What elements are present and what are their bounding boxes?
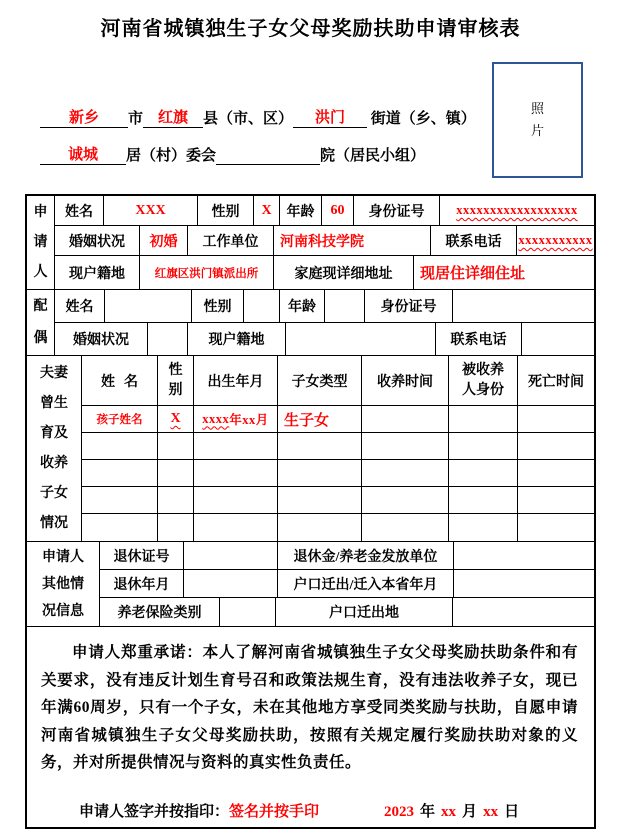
committee-blank: 诚城	[40, 145, 126, 165]
hukou-move-value	[454, 570, 594, 597]
applicant-row-2	[55, 226, 594, 256]
applicant-employer-label: 工作单位	[188, 226, 274, 255]
child-death-time	[518, 406, 594, 432]
retire-cert-label: 退休证号	[100, 542, 184, 569]
applicant-section	[27, 196, 594, 290]
applicant-hukou-label: 现户籍地	[55, 256, 140, 289]
child-name: 孩子姓名	[82, 406, 158, 432]
spouse-age-value	[325, 290, 365, 322]
spouse-marital-value	[148, 323, 188, 355]
spouse-phone-value	[522, 323, 594, 355]
yard-label: 院（居民小组）	[320, 148, 426, 164]
retire-date-value	[184, 570, 278, 597]
children-row	[82, 514, 594, 541]
applicant-id-label: 身份证号	[354, 196, 440, 225]
child-death-time	[518, 514, 594, 541]
child-adopt-time	[362, 487, 449, 513]
applicant-phone-label: 联系电话	[431, 226, 517, 255]
child-gender	[158, 433, 194, 459]
applicant-row-3	[55, 256, 594, 289]
photo-box	[492, 62, 583, 178]
child-birth: xxxx 年xx月	[194, 406, 278, 432]
child-gender: X	[158, 406, 194, 432]
child-death-time	[518, 433, 594, 459]
date-day-unit: 日	[504, 803, 520, 820]
child-birth	[194, 433, 278, 459]
applicant-name-value: XXX	[104, 196, 198, 225]
child-adopt-time	[362, 514, 449, 541]
retire-date-label: 退休年月	[100, 570, 184, 597]
street-blank: 洪门	[293, 108, 367, 128]
child-birth	[194, 514, 278, 541]
applicant-age-value: 60	[322, 196, 354, 225]
child-type: 生子女	[278, 406, 362, 432]
spouse-name-label: 姓名	[55, 290, 105, 322]
applicant-id-value: xxxxxxxxxxxxxxxxxx	[456, 203, 578, 217]
hukou-move-label: 户口迁出/迁入本省年月	[278, 570, 454, 597]
child-adoptee-identity	[449, 406, 518, 432]
spouse-age-label: 年龄	[280, 290, 325, 322]
other-info-section	[27, 542, 594, 627]
other-row-1	[100, 542, 594, 570]
spouse-row-2	[55, 323, 594, 355]
children-row	[82, 406, 594, 433]
applicant-hukou-value: 红旗区洪门镇派出所	[140, 256, 274, 289]
applicant-row-1	[55, 196, 594, 226]
committee-label: 居（村）委会	[126, 148, 217, 164]
child-adoptee-identity	[449, 433, 518, 459]
applicant-phone-value: xxxxxxxxxxx	[518, 233, 593, 247]
insurance-label: 养老保险类别	[100, 598, 220, 626]
children-section	[27, 356, 594, 542]
children-header-name: 姓名	[82, 356, 158, 405]
county-label: 县（市、区）	[203, 111, 294, 127]
child-adoptee-identity	[449, 460, 518, 486]
applicant-age-label: 年龄	[280, 196, 322, 225]
city-blank: 新乡	[40, 108, 128, 128]
city-label: 市	[128, 111, 144, 127]
date-day: xx	[483, 803, 499, 820]
other-row-2	[100, 570, 594, 598]
spouse-id-label: 身份证号	[365, 290, 453, 322]
spouse-section	[27, 290, 594, 356]
children-header-type: 子女类型	[278, 356, 362, 405]
spouse-hukou-value	[286, 323, 436, 355]
applicant-gender-value: X	[254, 196, 280, 225]
children-row	[82, 487, 594, 514]
retire-cert-value	[184, 542, 278, 569]
spouse-hukou-label: 现户籍地	[188, 323, 286, 355]
form-title: 河南省城镇独生子女父母奖励扶助申请审核表	[100, 18, 521, 40]
child-gender	[158, 460, 194, 486]
children-header-birth: 出生年月	[194, 356, 278, 405]
date-month: xx	[441, 803, 457, 820]
child-adopt-time	[362, 406, 449, 432]
other-info-section-label: 申请人其他情况信息	[27, 542, 100, 626]
date-month-unit: 月	[462, 803, 478, 820]
child-type	[278, 460, 362, 486]
spouse-marital-label: 婚姻状况	[55, 323, 148, 355]
declaration-section	[27, 627, 594, 827]
child-type	[278, 487, 362, 513]
children-row	[82, 433, 594, 460]
child-type	[278, 433, 362, 459]
children-header-adoptee: 被收养人身份	[449, 356, 518, 405]
applicant-marital-label: 婚姻状况	[55, 226, 140, 255]
date-year-unit: 年	[420, 803, 436, 820]
signature-label: 申请人签字并按指印：	[79, 803, 230, 820]
child-type	[278, 514, 362, 541]
hukou-origin-label: 户口迁出地	[276, 598, 453, 626]
spouse-name-value	[105, 290, 192, 322]
children-row	[82, 460, 594, 487]
children-header-gender: 性别	[158, 356, 194, 405]
signature-line	[41, 800, 578, 821]
child-name	[82, 433, 158, 459]
declaration-text: 申请人郑重承诺：本人了解河南省城镇独生子女父母奖励扶助条件和有关要求，没有违反计划生育号召和政策法规生育，没有违法收养子女，现已年满60周岁，只有一个子女，未在其他地方享受同类奖励与扶助，自愿申请河南省城镇独生子女父母奖励扶助，按照有关规定履行奖励扶助对象的义务，并对所提供情况与资料的真实性负责任。	[41, 644, 578, 771]
applicant-employer-value: 河南科技学院	[274, 226, 431, 255]
applicant-name-label: 姓名	[55, 196, 104, 225]
child-birth	[194, 460, 278, 486]
child-gender	[158, 487, 194, 513]
spouse-gender-value	[244, 290, 280, 322]
hukou-origin-value	[453, 598, 594, 626]
spouse-row-1	[55, 290, 594, 323]
signature-value: 签名并按手印	[229, 803, 320, 820]
children-header-row	[82, 356, 594, 406]
child-name	[82, 460, 158, 486]
applicant-section-label: 申请人	[27, 196, 55, 289]
children-header-death: 死亡时间	[528, 374, 584, 390]
child-name	[82, 514, 158, 541]
spouse-gender-label: 性别	[192, 290, 244, 322]
applicant-marital-value: 初婚	[140, 226, 188, 255]
county-blank: 红旗	[143, 108, 203, 128]
child-adoptee-identity	[449, 487, 518, 513]
applicant-home-value: 现居住详细住址	[420, 266, 526, 282]
pension-unit-label: 退休金/养老金发放单位	[278, 542, 454, 569]
children-section-label: 夫妻曾生育及收养子女情况	[27, 356, 82, 541]
street-label: 街道（乡、镇）	[370, 111, 476, 127]
child-adopt-time	[362, 460, 449, 486]
child-birth	[194, 487, 278, 513]
insurance-value	[220, 598, 276, 626]
applicant-home-label: 家庭现详细地址	[274, 256, 414, 289]
child-adoptee-identity	[449, 514, 518, 541]
spouse-phone-label: 联系电话	[436, 323, 522, 355]
child-death-time	[518, 487, 594, 513]
child-adopt-time	[362, 433, 449, 459]
child-name	[82, 487, 158, 513]
child-gender	[158, 514, 194, 541]
applicant-gender-label: 性别	[198, 196, 254, 225]
children-header-adopt-time: 收养时间	[362, 356, 449, 405]
spouse-section-label: 配偶	[27, 290, 55, 355]
date-year: 2023	[384, 803, 415, 820]
other-row-3	[100, 598, 594, 626]
pension-unit-value	[454, 542, 594, 569]
spouse-id-value	[453, 290, 594, 322]
yard-blank	[216, 145, 320, 165]
child-death-time	[518, 460, 594, 486]
form-table	[25, 194, 596, 829]
photo-label: 照片	[530, 100, 544, 138]
